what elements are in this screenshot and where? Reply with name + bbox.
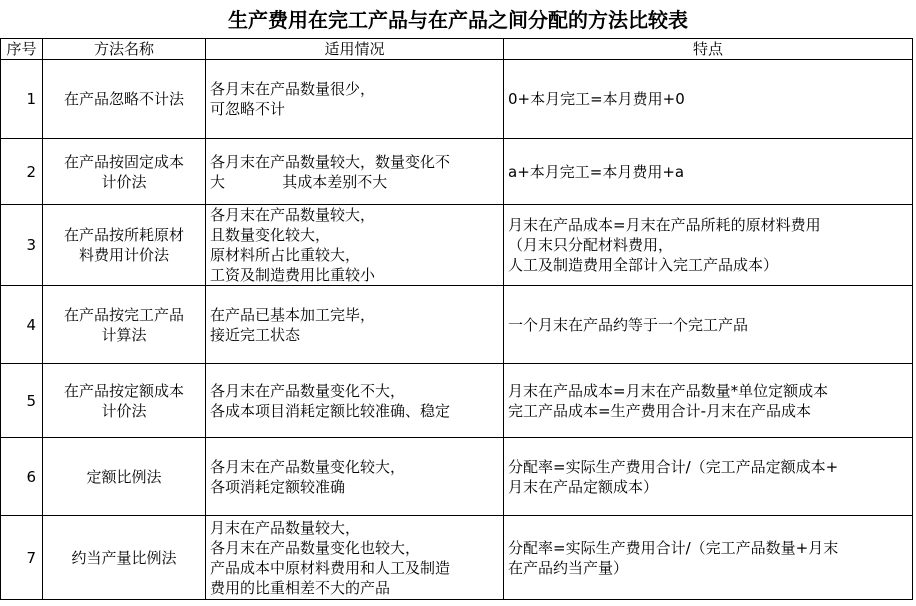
- row-method: 在产品按定额成本 计价法: [43, 364, 206, 438]
- row-features: 0+本月完工=本月费用+0: [504, 60, 913, 139]
- row-method: 在产品按固定成本 计价法: [43, 139, 206, 205]
- table-row: [1, 60, 913, 139]
- row-seq: 3: [1, 205, 43, 286]
- header-seq: 序号: [1, 39, 43, 60]
- table-row: [1, 516, 913, 600]
- row-method: 定额比例法: [43, 438, 206, 516]
- header-row: [1, 39, 913, 60]
- row-seq: 4: [1, 286, 43, 364]
- header-features: 特点: [504, 39, 913, 60]
- row-applicable: 各月末在产品数量变化不大， 各成本项目消耗定额比较准确、稳定: [206, 364, 504, 438]
- row-features: 分配率=实际生产费用合计/（完工产品数量+月末 在产品约当产量）: [504, 516, 913, 600]
- row-seq: 2: [1, 139, 43, 205]
- row-features: 一个月末在产品约等于一个完工产品: [504, 286, 913, 364]
- row-method: 在产品按所耗原材 料费用计价法: [43, 205, 206, 286]
- row-applicable: 各月末在产品数量较大， 且数量变化较大， 原材料所占比重较大， 工资及制造费用比重较小: [206, 205, 504, 286]
- row-seq: 7: [1, 516, 43, 600]
- row-method: 在产品忽略不计法: [43, 60, 206, 139]
- row-method: 约当产量比例法: [43, 516, 206, 600]
- table-row: [1, 364, 913, 438]
- table-row: [1, 205, 913, 286]
- row-applicable: 各月末在产品数量变化较大， 各项消耗定额较准确: [206, 438, 504, 516]
- page-title: 生产费用在完工产品与在产品之间分配的方法比较表: [228, 8, 688, 32]
- row-applicable: 各月末在产品数量较大，数量变化不 大 其成本差别不大: [206, 139, 504, 205]
- row-features: a+本月完工=本月费用+a: [504, 139, 913, 205]
- row-applicable: 月末在产品数量较大， 各月末在产品数量变化也较大， 产品成本中原材料费用和人工及制造 费用的比重相差不大的产品: [206, 516, 504, 600]
- header-applicable: 适用情况: [206, 39, 504, 60]
- row-seq: 1: [1, 60, 43, 139]
- header-method: 方法名称: [43, 39, 206, 60]
- row-seq: 6: [1, 438, 43, 516]
- table-row: [1, 286, 913, 364]
- table-row: [1, 438, 913, 516]
- row-features: 月末在产品成本=月末在产品所耗的原材料费用 （月末只分配材料费用， 人工及制造费用全部计入完工产品成本）: [504, 205, 913, 286]
- row-applicable: 各月末在产品数量很少， 可忽略不计: [206, 60, 504, 139]
- table-row: [1, 139, 913, 205]
- row-method: 在产品按完工产品 计算法: [43, 286, 206, 364]
- row-seq: 5: [1, 364, 43, 438]
- row-applicable: 在产品已基本加工完毕， 接近完工状态: [206, 286, 504, 364]
- row-features: 分配率=实际生产费用合计/（完工产品定额成本+ 月末在产品定额成本）: [504, 438, 913, 516]
- row-features: 月末在产品成本=月末在产品数量*单位定额成本 完工产品成本=生产费用合计-月末在产品成本: [504, 364, 913, 438]
- comparison-table: [0, 38, 913, 600]
